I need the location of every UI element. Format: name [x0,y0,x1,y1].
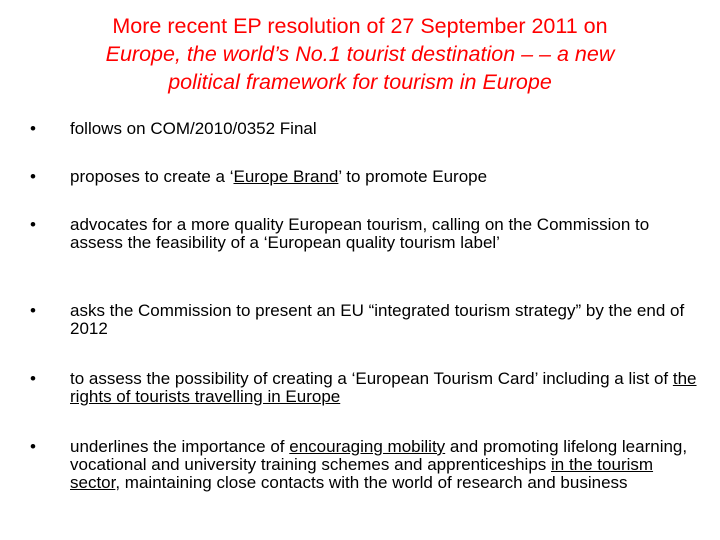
bullet-text-part: underlines the importance of [70,437,290,456]
bullet-text-part: proposes to create a ‘ [70,167,234,186]
bullet-item-5 [30,370,700,406]
bullet-dot: • [30,119,36,138]
bullet-item-6 [30,438,700,492]
bullet-item-1 [30,120,700,138]
tourism-sector-underlined: in the tourism sector [70,455,654,492]
rights-of-tourists-underlined: the rights of tourists travelling in Europe [70,369,697,406]
title-line-3: political framework for tourism in Europe [168,70,552,94]
bullet-item-2 [30,168,700,186]
bullet-text-part: ’ to promote Europe [338,167,488,186]
bullet-dot: • [30,437,36,456]
bullet-text [70,120,700,138]
bullet-text [70,370,700,406]
bullet-text-part: advocates for a more quality European tourism, calling on the Commission to assess the feasibility of a ‘European quality tourism label’ [70,215,650,252]
europe-brand-underlined: Europe Brand [233,167,339,186]
bullet-text-part: and promoting lifelong learning, vocational and university training schemes and apprenticeships [70,437,688,474]
bullet-dot: • [30,167,36,186]
bullet-item-3 [30,216,700,252]
bullet-dot: • [30,369,36,388]
bullet-text-part: , maintaining close contacts with the world of research and business [115,473,628,492]
bullet-text-part: asks the Commission to present an EU “integrated tourism strategy” by the end of 2012 [70,301,685,338]
title-line-2: Europe, the world’s No.1 tourist destination – – a new [105,42,615,66]
bullet-text [70,302,700,338]
bullet-dot: • [30,301,36,320]
title-line-1: More recent EP resolution of 27 September 2011 on [112,14,608,38]
bullet-text [70,438,700,492]
bullet-text [70,168,700,186]
slide-title [20,12,700,96]
bullet-text [70,216,700,252]
bullet-text-part: follows on COM/2010/0352 Final [70,119,317,138]
encouraging-mobility-underlined: encouraging mobility [289,437,446,456]
bullet-text-part: to assess the possibility of creating a ‘European Tourism Card’ including a list of [70,369,673,388]
bullet-item-4 [30,302,700,338]
bullet-dot: • [30,215,36,234]
